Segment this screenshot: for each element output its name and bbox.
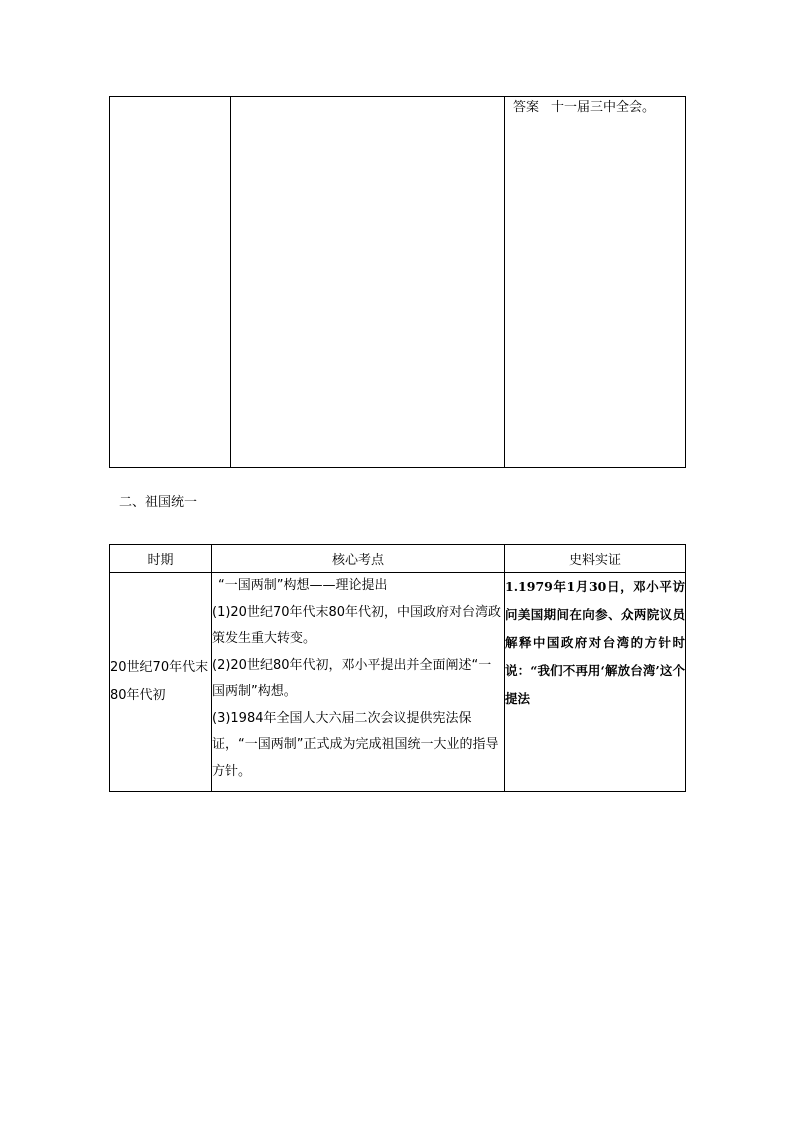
header-period: 时期 bbox=[110, 545, 212, 573]
core-point-item: (3)1984年全国人大六届二次会议提供宪法保证，“一国两制”正式成为完成祖国统一大业的指导方针。 bbox=[212, 710, 499, 779]
answer-label: 答案 bbox=[513, 100, 540, 115]
answer-cell bbox=[505, 97, 686, 468]
answer-text: 十一届三中全会。 bbox=[551, 100, 656, 115]
evidence-cell: 1.1979年1月30日，邓小平访问美国期间在向参、众两院议员解释中国政府对台湾的方针时说：“我们不再用‘解放台湾’这个提法 bbox=[505, 573, 686, 792]
table-row bbox=[110, 573, 686, 792]
empty-cell-core bbox=[231, 97, 505, 468]
period-cell: 20世纪70年代末80年代初 bbox=[110, 573, 212, 792]
header-core-points: 核心考点 bbox=[212, 545, 505, 573]
core-points-cell bbox=[212, 573, 505, 792]
header-evidence: 史料实证 bbox=[505, 545, 686, 573]
core-point-item: (2)20世纪80年代初，邓小平提出并全面阐述“一国两制”构想。 bbox=[212, 657, 492, 699]
core-point-item: (1)20世纪70年代末80年代初，中国政府对台湾政策发生重大转变。 bbox=[212, 604, 502, 646]
table-header-row bbox=[110, 545, 686, 573]
section-title: 二、祖国统一 bbox=[119, 495, 198, 510]
continued-table bbox=[109, 96, 686, 468]
reunification-table bbox=[109, 544, 686, 792]
core-point-title: “一国两制”构想——理论提出 bbox=[218, 578, 388, 593]
empty-cell-period bbox=[110, 97, 231, 468]
